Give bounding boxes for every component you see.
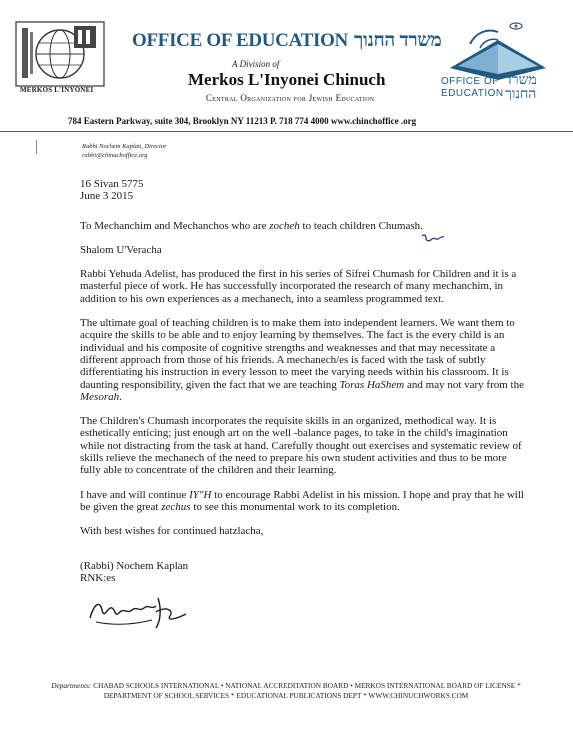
- greeting: Shalom U'Veracha: [80, 243, 162, 256]
- footer-departments: [36, 681, 536, 701]
- date-hebrew: 16 Sivan 5775: [80, 178, 144, 190]
- paragraph-2-emphasis-1: Toras HaShem: [339, 378, 405, 391]
- header-divider: [0, 131, 573, 132]
- right-logo-he-line2: החנוך: [505, 87, 537, 102]
- salutation-text-end: to teach children Chumash.: [299, 219, 423, 232]
- director-email[interactable]: rabbi@chinuchoffice.org: [82, 152, 148, 159]
- paragraph-4: [80, 489, 526, 514]
- right-logo-he-line1: משרד: [505, 73, 537, 88]
- paragraph-2-text: The ultimate goal of teaching children is to make them into independent learners. We want them to acquire the skills to be able and to enjoy learning by themselves. The fact is the every child is an individual and his composite of cognitive strengths and weaknesses and that may necessitate a different approach from those of his friends. A mechanech/es is faced with the task of subtly differentiating his instruction in every lesson to meet the varying needs within his classroom. It is daunting responsibility, given the fact that we are teaching: [80, 317, 515, 391]
- paragraph-2-text-end: .: [119, 390, 122, 403]
- division-label: A Division of: [232, 59, 280, 69]
- paragraph-3: The Children's Chumash incorporates the requisite skills in an organized, methodical way. It is esthetically enticing; just enough art on the well -balance pages, to take in the child's imagination while not distracting from the task at hand. Carefully thought out exercises and systematic review of skills relieve the mechanech of the need to prepare his own student activities and thus to be more fully able to concentrate of the children and their learning.: [80, 415, 522, 477]
- footer-text: CHABAD SCHOOLS INTERNATIONAL • NATIONAL ACCREDITATION BOARD • MERKOS INTERNATIONAL BOARD OF LICENSE * DEPARTMENT OF SCHOOL SERVICES * EDUCATIONAL PUBLICATIONS DEPT * WWW.CHINUCHWORKS.COM: [91, 681, 521, 700]
- paragraph-4-emphasis-2: zechus: [161, 500, 191, 513]
- left-seal-text: MERKOS L'INYONEI: [20, 86, 94, 94]
- office-title-en: OFFICE OF EDUCATION: [132, 30, 348, 51]
- right-logo-en-line2: EDUCATION: [441, 88, 504, 99]
- director-name: Rabbi Nochem Kaplan, Director: [82, 143, 167, 150]
- org-subtitle: Central Organization for Jewish Education: [206, 93, 375, 103]
- closing: With best wishes for continued hatzlacha,: [80, 525, 264, 538]
- handwritten-check-mark-icon: [420, 232, 446, 246]
- handwritten-signature-icon: [86, 592, 196, 632]
- initials: RNK:es: [80, 571, 116, 584]
- office-title-he: משרד החנוך: [353, 30, 442, 51]
- director-block: [82, 142, 167, 160]
- letter-date: [80, 178, 526, 203]
- org-name: Merkos L'Inyonei Chinuch: [188, 70, 386, 89]
- letter-body: [80, 178, 526, 584]
- footer-label: Departments:: [51, 681, 92, 690]
- paragraph-4-emphasis-1: IY"H: [189, 488, 212, 501]
- signer-name: (Rabbi) Nochem Kaplan: [80, 559, 189, 572]
- office-title: [132, 30, 441, 52]
- salutation: [80, 220, 526, 232]
- paragraph-4-text-end: to see this monumental work to its completion.: [190, 500, 400, 513]
- paragraph-2-text-mid: and may not vary from the: [404, 378, 524, 391]
- salutation-emphasis: zocheh: [269, 219, 300, 232]
- address-line: 784 Eastern Parkway, suite 304, Brooklyn NY 11213 P. 718 774 4000 www.chinchoffice .org: [68, 116, 417, 126]
- margin-mark: [36, 140, 37, 154]
- paragraph-4-text-mid: to encourage Rabbi Adelist in his mission. I hope and pray that he will be given the great: [80, 488, 524, 513]
- salutation-text: To Mechanchim and Mechanchos who are: [80, 219, 270, 232]
- paragraph-1: Rabbi Yehuda Adelist, has produced the first in his series of Sifrei Chumash for Children and it is a masterful piece of work. He has successfully incorporated the research of many mechanchim, in addition to his own experiences as a mechanech, into a seamless programmed text.: [80, 268, 517, 305]
- paragraph-4-text: I have and will continue: [80, 488, 190, 501]
- paragraph-2: [80, 317, 526, 403]
- date-civil: June 3 2015: [80, 190, 134, 203]
- paragraph-2-emphasis-2: Mesorah: [80, 390, 120, 403]
- right-logo-en-line1: OFFICE OF: [441, 76, 499, 87]
